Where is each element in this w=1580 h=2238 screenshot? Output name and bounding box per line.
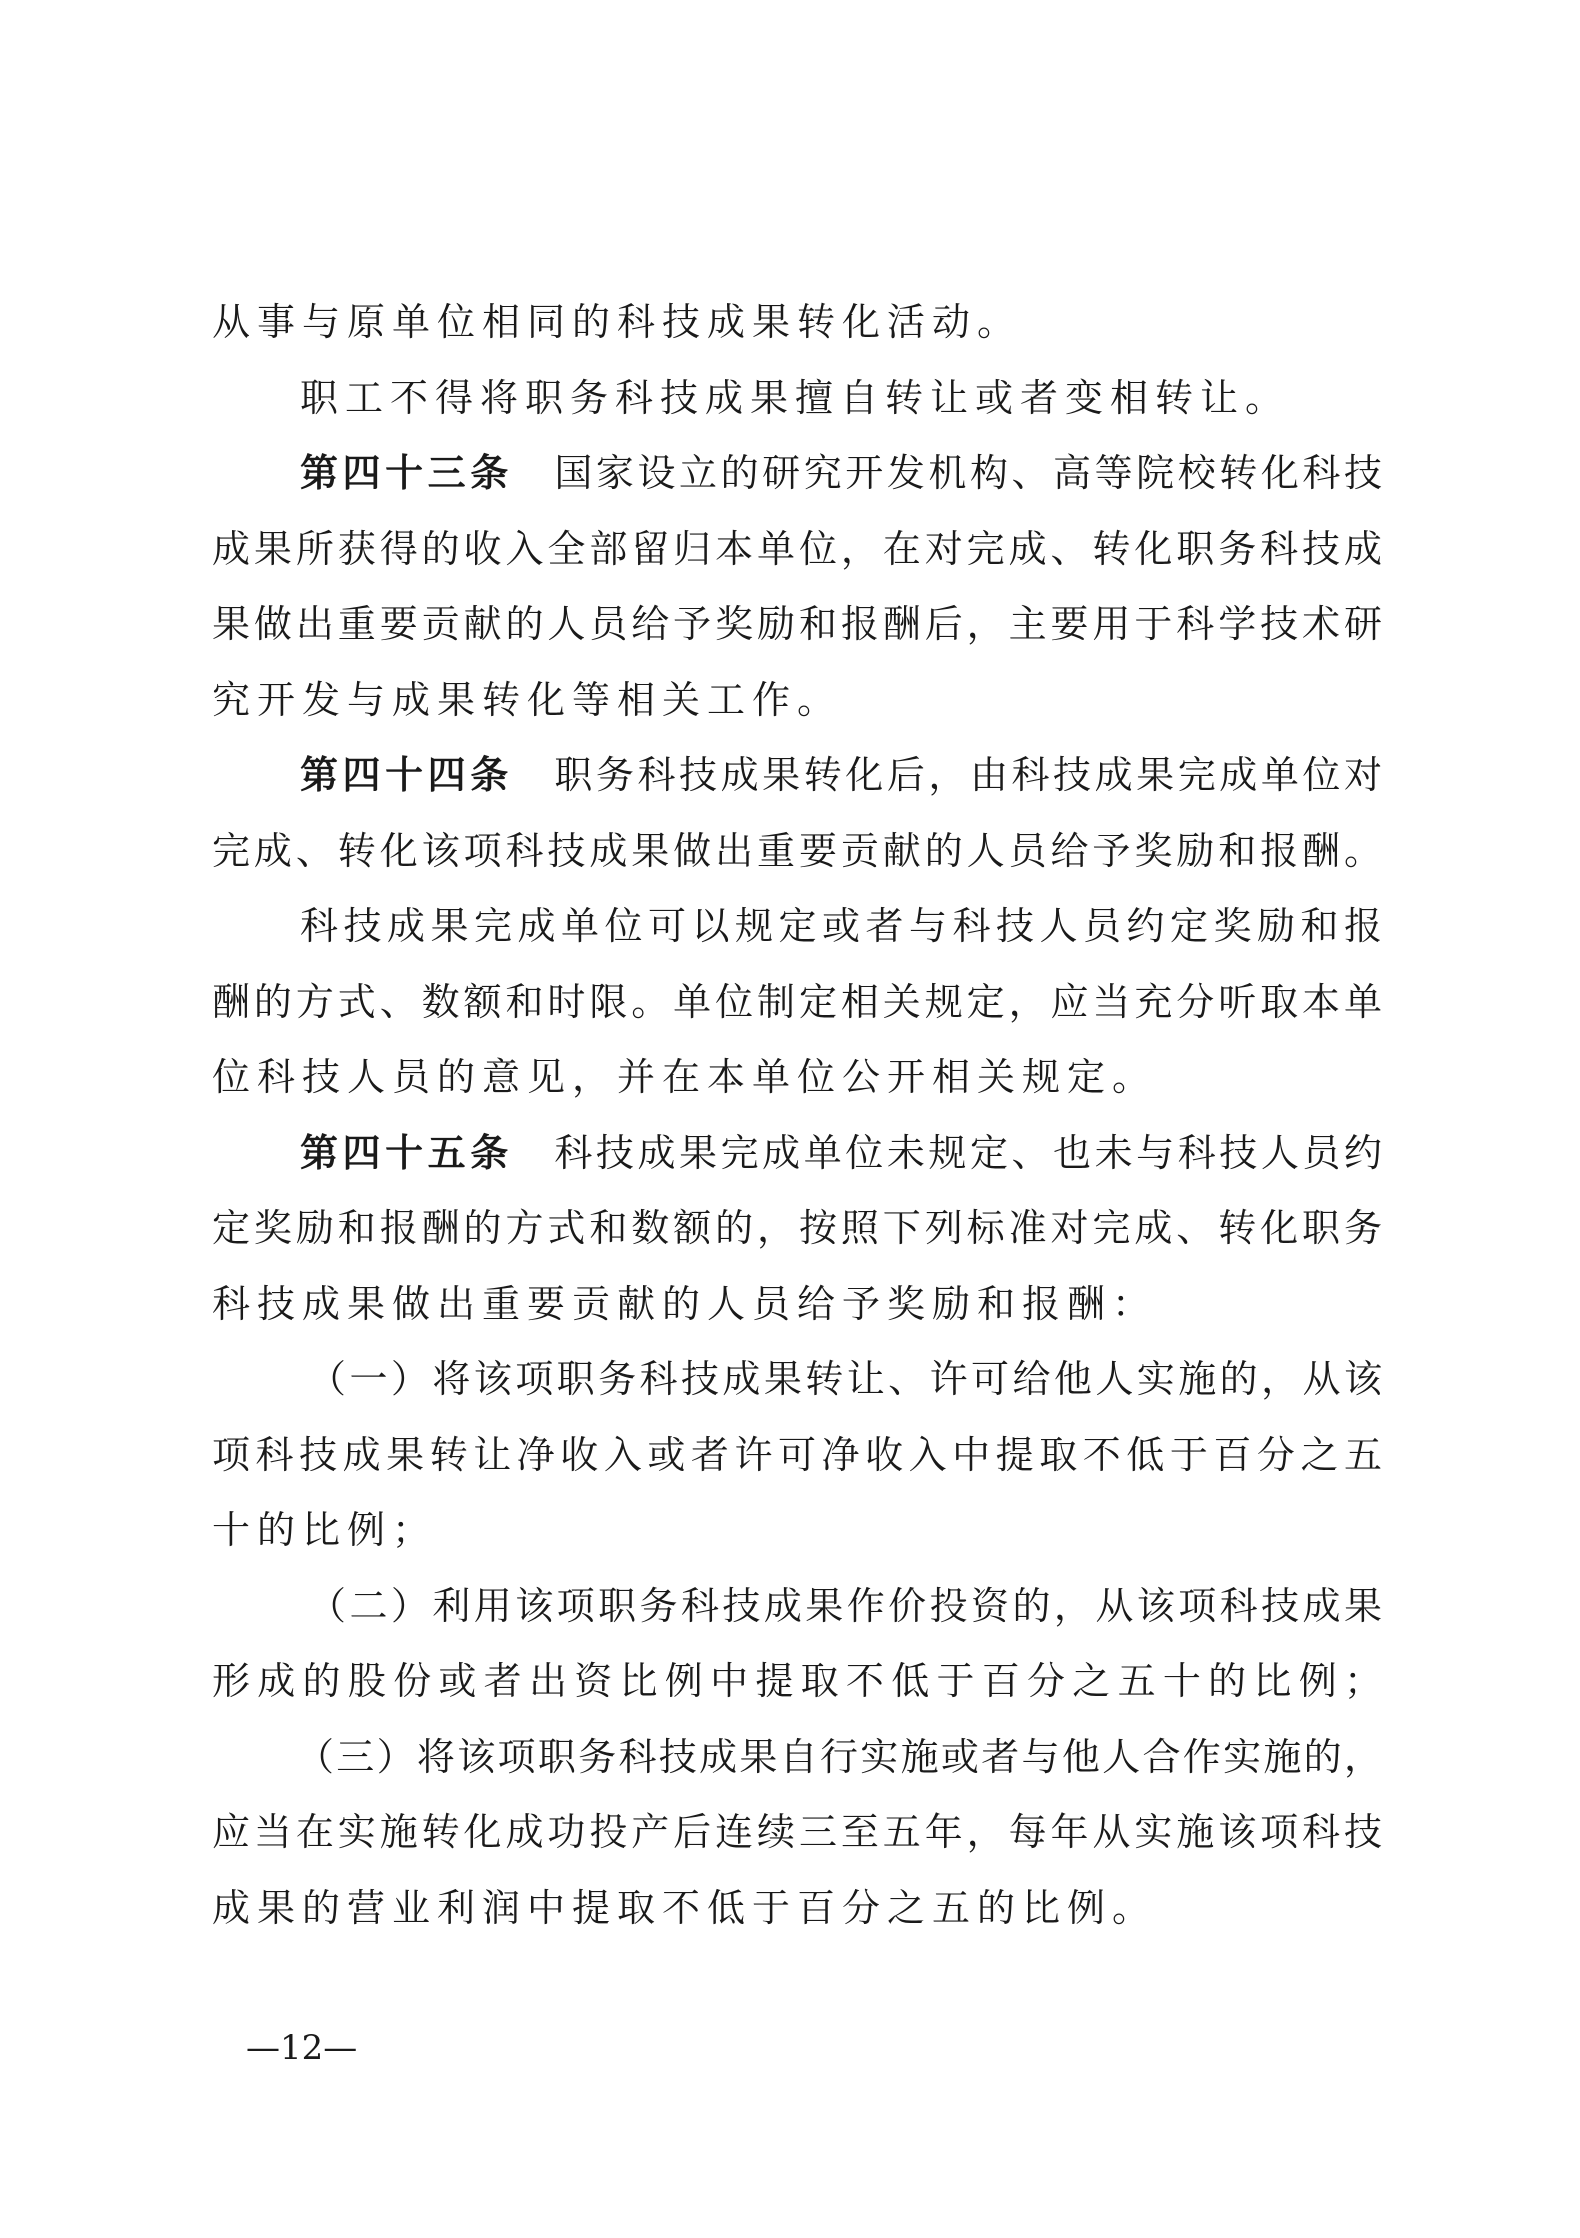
list-item-line: （一）将该项职务科技成果转让、许可给他人实施的，从该 <box>308 1357 1382 1401</box>
text-line: 酬的方式、数额和时限。单位制定相关规定，应当充分听取本单 <box>212 979 1382 1024</box>
list-item-line: （三）将该项职务科技成果自行实施或者与他人合作实施的， <box>296 1734 1382 1779</box>
text-line: 成果的营业利润中提取不低于百分之五的比例。 <box>212 1885 1158 1930</box>
text-line: 完成、转化该项科技成果做出重要贡献的人员给予奖励和报酬。 <box>212 828 1382 873</box>
text-line: 果做出重要贡献的人员给予奖励和报酬后，主要用于科学技术研 <box>212 602 1382 646</box>
article-heading-line <box>212 1116 1382 1192</box>
article-text: 科技成果完成单位未规定、也未与科技人员约 <box>550 1130 1382 1175</box>
article-heading-line <box>212 738 1382 814</box>
text-line: 十的比例； <box>212 1508 438 1552</box>
text-line: 项科技成果转让净收入或者许可净收入中提取不低于百分之五 <box>212 1432 1382 1477</box>
article-number: 第四十五条 <box>300 1130 513 1175</box>
text-line: 定奖励和报酬的方式和数额的，按照下列标准对完成、转化职务 <box>212 1206 1382 1250</box>
article-number: 第四十三条 <box>300 451 513 495</box>
text-line: 从事与原单位相同的科技成果转化活动。 <box>212 300 1023 344</box>
text-line: 位科技人员的意见，并在本单位公开相关规定。 <box>212 1055 1158 1099</box>
article-heading-line <box>212 436 1382 512</box>
article-text: 职务科技成果转化后，由科技成果完成单位对 <box>550 753 1382 797</box>
document-body <box>212 285 1382 1946</box>
text-line: 科技成果做出重要贡献的人员给予奖励和报酬： <box>212 1281 1158 1326</box>
list-item-line: （二）利用该项职务科技成果作价投资的，从该项科技成果 <box>308 1583 1382 1628</box>
text-line: 应当在实施转化成功投产后连续三至五年，每年从实施该项科技 <box>212 1810 1382 1854</box>
text-line: 成果所获得的收入全部留归本单位，在对完成、转化职务科技成 <box>212 526 1382 571</box>
text-line: 职工不得将职务科技成果擅自转让或者变相转让。 <box>300 375 1291 420</box>
article-text: 国家设立的研究开发机构、高等院校转化科技 <box>550 451 1382 495</box>
text-line: 科技成果完成单位可以规定或者与科技人员约定奖励和报 <box>300 904 1382 948</box>
text-line: 究开发与成果转化等相关工作。 <box>212 677 843 722</box>
article-number: 第四十四条 <box>300 753 513 797</box>
page-number: —12— <box>246 2028 358 2068</box>
text-line: 形成的股份或者出资比例中提取不低于百分之五十的比例； <box>212 1659 1382 1703</box>
